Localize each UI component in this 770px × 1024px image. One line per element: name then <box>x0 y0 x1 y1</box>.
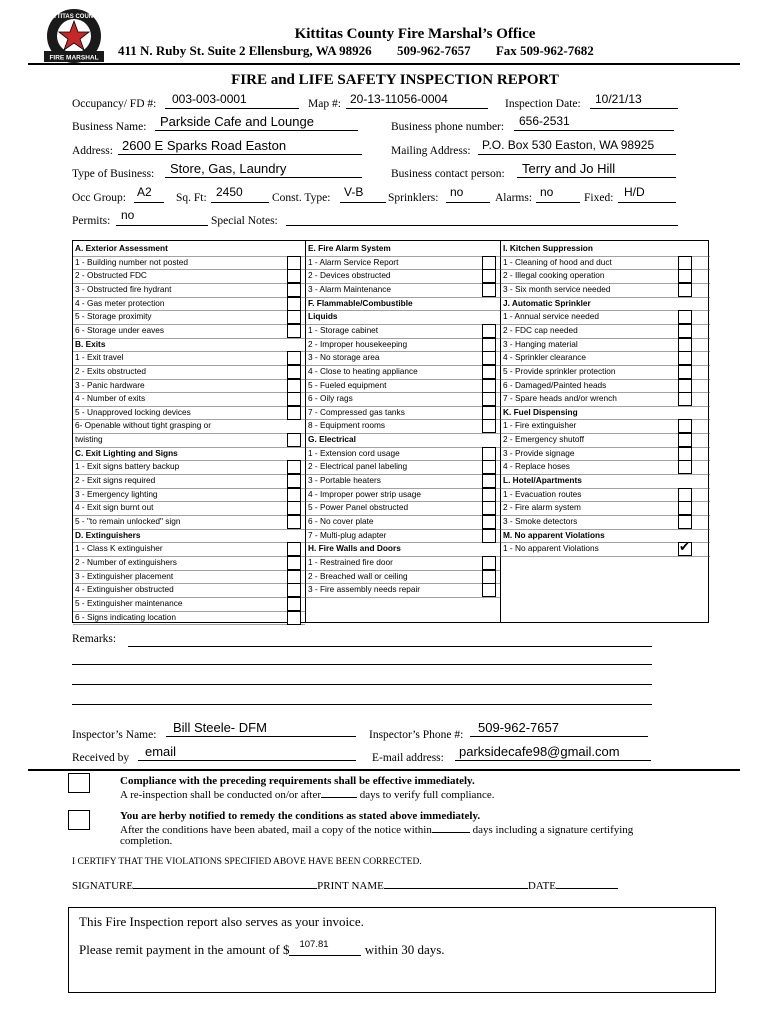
violation-checkbox[interactable] <box>482 392 496 406</box>
alarms-label: Alarms: <box>495 192 533 204</box>
violation-checkbox[interactable] <box>482 351 496 365</box>
compliance-statement: Compliance with the preceding requirements shall be effective immediately. <box>120 775 475 787</box>
checklist-section-header: Liquids <box>308 311 338 322</box>
checklist-item-label: 4 - Number of exits <box>75 393 146 404</box>
violation-checkbox[interactable] <box>482 501 496 515</box>
address-label: Address: <box>72 145 113 157</box>
checklist-item-label: 4 - Replace hoses <box>503 461 570 472</box>
inspection-date-label: Inspection Date: <box>505 98 581 110</box>
violation-checkbox[interactable] <box>287 310 301 324</box>
violation-checkbox[interactable] <box>287 501 301 515</box>
violation-checkbox[interactable] <box>287 269 301 283</box>
permits-value: no <box>121 208 135 222</box>
sprinklers-value: no <box>450 185 464 199</box>
occupancy-value: 003-003-0001 <box>172 92 247 106</box>
violation-checkbox[interactable] <box>678 269 692 283</box>
const-type-label: Const. Type: <box>272 192 331 204</box>
occ-group-label: Occ Group: <box>72 192 126 204</box>
checklist-item-label: 4 - Improper power strip usage <box>308 488 421 499</box>
checklist-item-label: 5 - Extinguisher maintenance <box>75 597 183 608</box>
violation-checkbox[interactable] <box>678 419 692 433</box>
checklist-item-label: 3 - Obstructed fire hydrant <box>75 283 172 294</box>
violation-checkbox[interactable] <box>287 515 301 529</box>
checklist-section-header: K. Fuel Dispensing <box>503 406 578 417</box>
violation-checkbox[interactable] <box>287 542 301 556</box>
violation-checkbox[interactable] <box>482 515 496 529</box>
report-title: FIRE and LIFE SAFETY INSPECTION REPORT <box>231 72 559 88</box>
checklist-item-label: 1 - Evacuation routes <box>503 488 582 499</box>
checklist-item-label: 3 - No storage area <box>308 352 380 363</box>
invoice-box <box>68 907 716 993</box>
inspector-name-label: Inspector’s Name: <box>72 729 157 741</box>
permits-label: Permits: <box>72 215 111 227</box>
checklist-item-label: 3 - Emergency lighting <box>75 488 158 499</box>
violation-checkbox[interactable] <box>482 556 496 570</box>
violation-checkbox[interactable] <box>482 447 496 461</box>
checklist-item-label: 3 - Extinguisher placement <box>75 570 174 581</box>
checkmark-icon: ✔ <box>679 540 690 556</box>
violation-checkbox[interactable] <box>482 529 496 543</box>
checklist-item-label: 1 - Extension cord usage <box>308 447 400 458</box>
invoice-note: This Fire Inspection report also serves as your invoice. <box>79 914 364 929</box>
checklist-item-label: 7 - Multi-plug adapter <box>308 529 387 540</box>
checklist-item-label: 3 - Panic hardware <box>75 379 145 390</box>
business-type-label: Type of Business: <box>72 168 155 180</box>
checklist-row-divider <box>73 624 305 625</box>
map-label: Map #: <box>308 98 341 110</box>
header-divider <box>28 63 740 65</box>
sprinklers-label: Sprinklers: <box>388 192 439 204</box>
violation-checkbox[interactable] <box>287 597 301 611</box>
violation-checkbox[interactable] <box>287 351 301 365</box>
checklist-item-label: 3 - Provide signage <box>503 447 575 458</box>
checklist-item-label: 4 - Close to heating appliance <box>308 365 418 376</box>
svg-text:FIRE MARSHAL: FIRE MARSHAL <box>49 54 99 62</box>
violation-checkbox[interactable] <box>678 488 692 502</box>
signature-field[interactable] <box>133 879 317 889</box>
checklist-item-label: 2 - Improper housekeeping <box>308 338 408 349</box>
checklist-section-header: D. Extinguishers <box>75 529 141 540</box>
checklist-item-label: 1 - Annual service needed <box>503 311 599 322</box>
invoice-payment-text: Please remit payment in the amount of <box>79 942 280 957</box>
violation-checkbox[interactable] <box>482 460 496 474</box>
abatement-statement <box>120 823 633 837</box>
checklist-item-label: 7 - Spare heads and/or wrench <box>503 393 617 404</box>
violation-checkbox[interactable] <box>482 338 496 352</box>
violation-checkbox[interactable] <box>678 460 692 474</box>
reinspection-text-b: days to verify full compliance. <box>359 789 495 801</box>
violation-checkbox[interactable] <box>482 474 496 488</box>
special-notes-label: Special Notes: <box>211 215 278 227</box>
business-name-value: Parkside Cafe and Lounge <box>160 114 314 129</box>
violation-checkbox[interactable] <box>678 256 692 270</box>
checklist-item-label: 6- Openable without tight grasping or <box>75 420 212 431</box>
checklist-item-label: 6 - Oily rags <box>308 393 353 404</box>
occupancy-label: Occupancy/ FD #: <box>72 98 157 110</box>
fixed-label: Fixed: <box>584 192 614 204</box>
violation-checkbox[interactable] <box>678 351 692 365</box>
violation-checkbox[interactable] <box>287 283 301 297</box>
checklist-item-label: 1 - Building number not posted <box>75 256 189 267</box>
checklist-item-label: 7 - Compressed gas tanks <box>308 406 405 417</box>
violation-checkbox[interactable] <box>482 419 496 433</box>
checklist-item-label: 6 - Signs indicating location <box>75 611 177 622</box>
reinspection-text-a: A re-inspection shall be conducted on/or after <box>120 789 321 801</box>
inspector-phone-value: 509-962-7657 <box>478 720 559 735</box>
office-title: Kittitas County Fire Marshal’s Office <box>294 26 536 42</box>
sqft-label: Sq. Ft: <box>176 192 207 204</box>
remarks-line[interactable] <box>72 684 652 685</box>
office-address-line <box>118 43 616 59</box>
checklist-section-header: M. No apparent Violations <box>503 529 605 540</box>
abatement-text-a: After the conditions have been abated, mail a copy of the notice within <box>120 824 432 836</box>
reinspection-days-field[interactable] <box>321 788 357 798</box>
checklist-row-divider <box>305 597 500 598</box>
violation-checkbox[interactable] <box>678 515 692 529</box>
business-name-label: Business Name: <box>72 121 147 133</box>
violation-checkbox[interactable] <box>482 283 496 297</box>
checklist-item-label: 4 - Gas meter protection <box>75 297 165 308</box>
office-phone: 509-962-7657 <box>396 43 471 58</box>
print-name-field[interactable] <box>384 879 528 889</box>
violation-checkbox[interactable] <box>287 365 301 379</box>
remedy-checkbox[interactable] <box>68 810 90 830</box>
reinspection-statement <box>120 788 494 802</box>
checklist-item-label: 5 - Power Panel obstructed <box>308 502 409 513</box>
checklist-item-label: twisting <box>75 434 103 445</box>
violation-checkbox[interactable] <box>482 488 496 502</box>
violation-checkbox[interactable] <box>287 570 301 584</box>
checklist-item-label: 2 - Electrical panel labeling <box>308 461 408 472</box>
certify-statement: I CERTIFY THAT THE VIOLATIONS SPECIFIED ABOVE HAVE BEEN CORRECTED. <box>72 857 422 867</box>
violation-checkbox[interactable] <box>287 556 301 570</box>
checklist-item-label: 1 - Restrained fire door <box>308 556 393 567</box>
checklist-section-header: B. Exits <box>75 338 106 349</box>
received-by-label: Received by <box>72 752 130 764</box>
business-phone-label: Business phone number: <box>391 121 505 133</box>
email-value: parksidecafe98@gmail.com <box>459 744 620 759</box>
checklist-item-label: 1 - Alarm Service Report <box>308 256 399 267</box>
checklist-item-label: 3 - Portable heaters <box>308 475 381 486</box>
business-phone-value: 656-2531 <box>519 114 570 128</box>
remedy-statement: You are herby notified to remedy the conditions as stated above immediately. <box>120 810 481 822</box>
svg-text:KITTITAS COUNTY: KITTITAS COUNTY <box>47 14 101 20</box>
invoice-amount: 107.81 <box>299 939 329 950</box>
office-address: 411 N. Ruby St. Suite 2 Ellensburg, WA 98926 <box>118 43 372 58</box>
completion-text: completion. <box>120 835 173 847</box>
violation-checkbox[interactable] <box>678 324 692 338</box>
checklist-section-header: L. Hotel/Apartments <box>503 475 582 486</box>
special-notes-field[interactable] <box>286 211 678 226</box>
checklist-item-label: 2 - Devices obstructed <box>308 270 391 281</box>
received-by-value: email <box>145 744 177 759</box>
violation-checkbox[interactable] <box>287 583 301 597</box>
inspector-name-value: Bill Steele- DFM <box>173 720 267 735</box>
checklist-item-label: 3 - Fire assembly needs repair <box>308 584 421 595</box>
compliance-checkbox[interactable] <box>68 773 90 793</box>
mailing-address-label: Mailing Address: <box>391 145 471 157</box>
checklist-section-header: G. Electrical <box>308 434 356 445</box>
checklist-item-label: 1 - Exit travel <box>75 352 124 363</box>
inspector-phone-label: Inspector’s Phone #: <box>369 729 464 741</box>
sqft-value: 2450 <box>216 185 243 199</box>
checklist-item-label: 2 - Illegal cooking operation <box>503 270 605 281</box>
checklist-item-label: 2 - Emergency shutoff <box>503 434 585 445</box>
remarks-label: Remarks: <box>72 633 117 645</box>
abatement-text-b: days including a signature certifying <box>472 824 634 836</box>
violation-checkbox[interactable] <box>287 611 301 625</box>
violation-checkbox[interactable] <box>287 474 301 488</box>
checklist-item-label: 3 - Hanging material <box>503 338 578 349</box>
checklist-section-header: E. Fire Alarm System <box>308 243 391 253</box>
print-name-label: PRINT NAME <box>317 880 384 892</box>
remarks-line[interactable] <box>72 664 652 665</box>
checklist-row-divider <box>73 433 305 434</box>
checklist-item-label: 2 - Exits obstructed <box>75 365 147 376</box>
alarms-value: no <box>540 185 554 199</box>
violation-checkbox[interactable] <box>482 324 496 338</box>
date-label: DATE <box>527 880 556 892</box>
violation-checkbox[interactable] <box>287 406 301 420</box>
violation-checkbox[interactable] <box>482 406 496 420</box>
office-fax: Fax 509-962-7682 <box>495 43 594 58</box>
violation-checkbox[interactable] <box>678 310 692 324</box>
violation-checkbox[interactable] <box>678 501 692 515</box>
checklist-item-label: 4 - Extinguisher obstructed <box>75 584 174 595</box>
violation-checkbox[interactable] <box>482 256 496 270</box>
checklist-item-label: 1 - Fire extinguisher <box>503 420 577 431</box>
remarks-line[interactable] <box>128 646 652 647</box>
date-field[interactable] <box>556 879 618 889</box>
checklist-item-label: 1 - No apparent Violations <box>503 543 599 554</box>
occ-group-value: A2 <box>137 185 152 199</box>
checklist-row-divider <box>73 338 305 339</box>
checklist-section-header: I. Kitchen Suppression <box>503 243 593 253</box>
checklist-item-label: 5 - Fueled equipment <box>308 379 387 390</box>
invoice-currency: $ <box>282 942 290 957</box>
const-type-value: V-B <box>344 185 364 199</box>
violation-checkbox[interactable] <box>482 583 496 597</box>
checklist-item-label: 5 - "to remain unlocked" sign <box>75 516 181 526</box>
signature-row <box>72 879 618 893</box>
checklist-item-label: 5 - Storage proximity <box>75 311 152 322</box>
section-divider <box>28 769 740 771</box>
checklist-item-label: 3 - Alarm Maintenance <box>308 283 392 294</box>
violation-checkbox[interactable] <box>482 570 496 584</box>
violation-checkbox[interactable] <box>678 338 692 352</box>
checklist-item-label: 4 - Sprinkler clearance <box>503 352 587 363</box>
checklist-item-label: 2 - Fire alarm system <box>503 502 581 513</box>
violation-checkbox[interactable] <box>287 460 301 474</box>
violation-checkbox[interactable] <box>482 269 496 283</box>
checklist-item-label: 4 - Exit sign burnt out <box>75 502 154 513</box>
checklist-section-header: J. Automatic Sprinkler <box>503 297 591 308</box>
checklist-item-label: 5 - Unapproved locking devices <box>75 406 191 417</box>
checklist-item-label: 1 - Exit signs battery backup <box>75 461 180 472</box>
violation-checkbox[interactable] <box>287 488 301 502</box>
violation-checkbox[interactable] <box>287 297 301 311</box>
mailing-address-value: P.O. Box 530 Easton, WA 98925 <box>482 138 655 152</box>
checklist-item-label: 1 - Class K extinguisher <box>75 543 163 554</box>
checklist-section-header: A. Exterior Assessment <box>75 243 168 253</box>
checklist-item-label: 1 - Cleaning of hood and duct <box>503 256 612 267</box>
checklist-item-label: 3 - Six month service needed <box>503 283 611 294</box>
violation-checkbox[interactable] <box>287 392 301 406</box>
checklist-item-label: 2 - Number of extinguishers <box>75 556 177 567</box>
checklist-item-label: 6 - Storage under eaves <box>75 324 165 335</box>
checklist-item-label: 6 - Damaged/Painted heads <box>503 379 607 390</box>
checklist-item-label: 6 - No cover plate <box>308 516 374 526</box>
fixed-value: H/D <box>624 185 645 199</box>
violation-checkbox[interactable] <box>287 379 301 393</box>
violations-checklist <box>72 240 709 623</box>
checklist-item-label: 3 - Smoke detectors <box>503 516 578 526</box>
signature-label: SIGNATURE <box>72 880 134 892</box>
invoice-terms-text: within 30 days. <box>364 942 445 957</box>
address-value: 2600 E Sparks Road Easton <box>122 138 287 153</box>
inspection-date-value: 10/21/13 <box>595 92 642 106</box>
checklist-section-header: H. Fire Walls and Doors <box>308 543 401 554</box>
checklist-item-label: 5 - Provide sprinkler protection <box>503 365 616 376</box>
violation-checkbox[interactable] <box>678 447 692 461</box>
invoice-amount-field[interactable] <box>289 939 361 956</box>
violation-checkbox[interactable] <box>678 365 692 379</box>
checklist-section-header: C. Exit Lighting and Signs <box>75 447 178 458</box>
violation-checkbox[interactable] <box>678 433 692 447</box>
business-type-value: Store, Gas, Laundry <box>170 161 287 176</box>
column-divider <box>500 241 501 622</box>
checklist-item-label: 1 - Storage cabinet <box>308 324 379 335</box>
email-label: E-mail address: <box>372 752 444 764</box>
checklist-item-label: 2 - Breached wall or ceiling <box>308 570 408 581</box>
violation-checkbox[interactable] <box>287 324 301 338</box>
invoice-payment-line <box>79 941 445 958</box>
violation-checkbox[interactable] <box>482 365 496 379</box>
column-divider <box>305 241 306 622</box>
abatement-days-field[interactable] <box>432 823 470 833</box>
map-value: 20-13-11056-0004 <box>350 92 448 106</box>
remarks-line[interactable] <box>72 704 652 705</box>
violation-checkbox[interactable] <box>678 379 692 393</box>
checklist-section-header: F. Flammable/Combustible <box>308 297 413 308</box>
violation-checkbox[interactable] <box>678 283 692 297</box>
violation-checkbox[interactable] <box>678 392 692 406</box>
violation-checkbox[interactable] <box>287 433 301 447</box>
checklist-item-label: 2 - Obstructed FDC <box>75 270 147 281</box>
contact-person-value: Terry and Jo Hill <box>522 161 616 176</box>
violation-checkbox[interactable] <box>482 379 496 393</box>
violation-checkbox[interactable] <box>287 256 301 270</box>
checklist-item-label: 2 - FDC cap needed <box>503 324 578 335</box>
contact-person-label: Business contact person: <box>391 168 505 180</box>
checklist-item-label: 2 - Exit signs required <box>75 475 156 486</box>
checklist-item-label: 8 - Equipment rooms <box>308 420 386 431</box>
